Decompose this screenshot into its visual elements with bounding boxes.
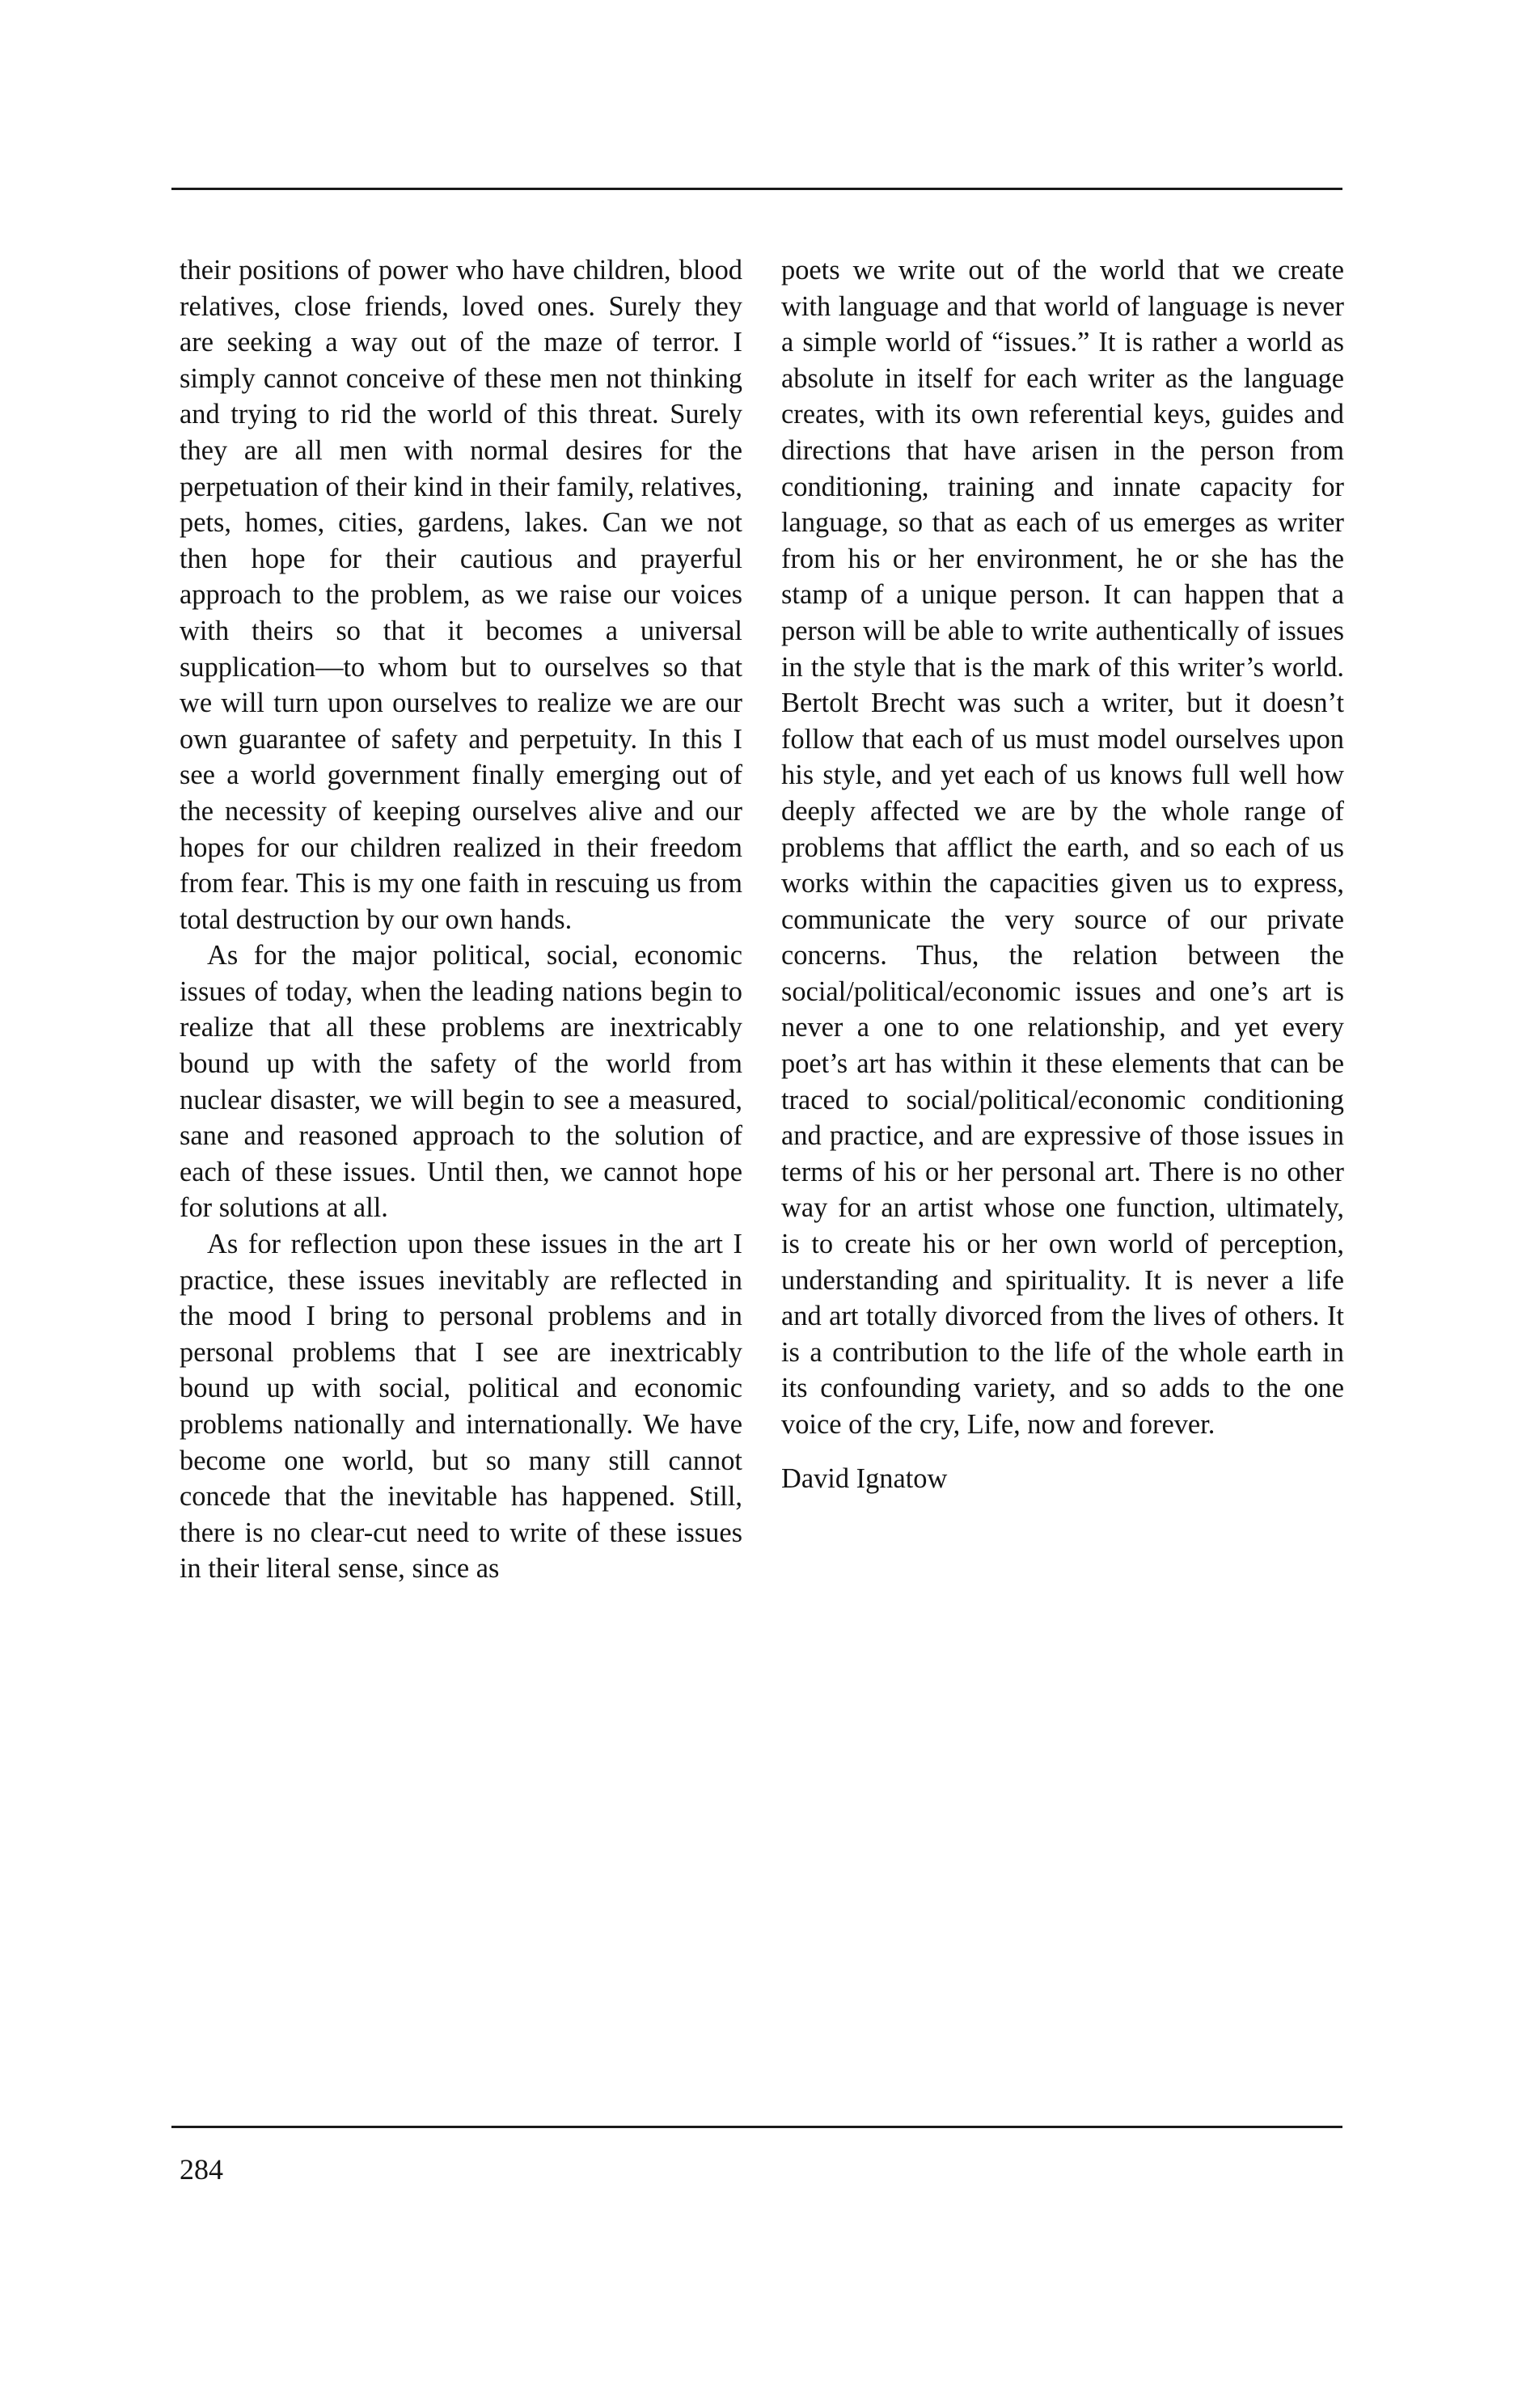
paragraph-2: As for the major political, social, economic issues of today, when the leading nations begin to realize that all these problems are inextricably bound up with the safety of the world from nuclear disaster, we will begin to see a measured, sane and reasoned approach to the solution of each of these issues. Until then, we cannot hope for solutions at all. (180, 940, 742, 1224)
paragraph-1: their positions of power who have children, blood relatives, close friends, loved ones. Surely they are seeking a way out of the maze of terror. I simply cannot conceive of these men not thinking and trying to rid the world of this threat. Surely they are all men with normal desires for the perpetuation of their kind in their family, relatives, pets, homes, cities, gardens, lakes. Can we not then hope for their cautious and prayerful approach to the problem, as we raise our voices with theirs so that it becomes a universal supplication—to whom but to ourselves so that we will turn upon ourselves to realize we are our own guarantee of safety and perpetuity. In this I see a world government finally emerging out of the necessity of keeping ourselves alive and our hopes for our children realized in their freedom from fear. This is my one faith in rescuing us from total destruction by our own hands. (180, 255, 742, 935)
left-column (180, 252, 742, 1587)
top-rule (171, 188, 1342, 190)
paragraph-4: poets we write out of the world that we create with language and that world of language is never a simple world of “issues.” It is rather a world as absolute in itself for each writer as the language creates, with its own referential keys, guides and directions that have arisen in the person from conditioning, training and innate capacity for language, so that as each of us emerges as writer from his or her environment, he or she has the stamp of a unique person. It can happen that a person will be able to write authentically of issues in the style that is the mark of this writer’s world. Bertolt Brecht was such a writer, but it doesn’t follow that each of us must model ourselves upon his style, and yet each of us knows full well how deeply affected we are by the whole range of problems that afflict the earth, and so each of us works within the capacities given us to express, communicate the very source of our private concerns. Thus, the relation between the social/political/economic issues and one’s art is never a one to one relationship, and yet every poet’s art has within it these elements that can be traced to social/political/economic conditioning and practice, and are expressive of those issues in terms of his or her personal art. There is no other way for an artist whose one function, ultimately, is to create his or her own world of perception, understanding and spirituality. It is never a life and art totally divorced from the lives of others. It is a contribution to the life of the whole earth in its confounding variety, and so adds to the one voice of the cry, Life, now and forever. (781, 255, 1344, 1440)
author-signature: David Ignatow (781, 1462, 948, 1494)
paragraph-3: As for reflection upon these issues in the art I practice, these issues inevitably are reflected in the mood I bring to personal problems and in personal problems that I see are inextricably bound up with social, political and economic problems nationally and internationally. We have become one world, but so many still cannot concede that the inevitable has happened. Still, there is no clear-cut need to write of these issues in their literal sense, since as (180, 1229, 742, 1585)
page-number: 284 (180, 2153, 223, 2186)
right-column (781, 252, 1344, 1496)
bottom-rule (171, 2126, 1342, 2128)
